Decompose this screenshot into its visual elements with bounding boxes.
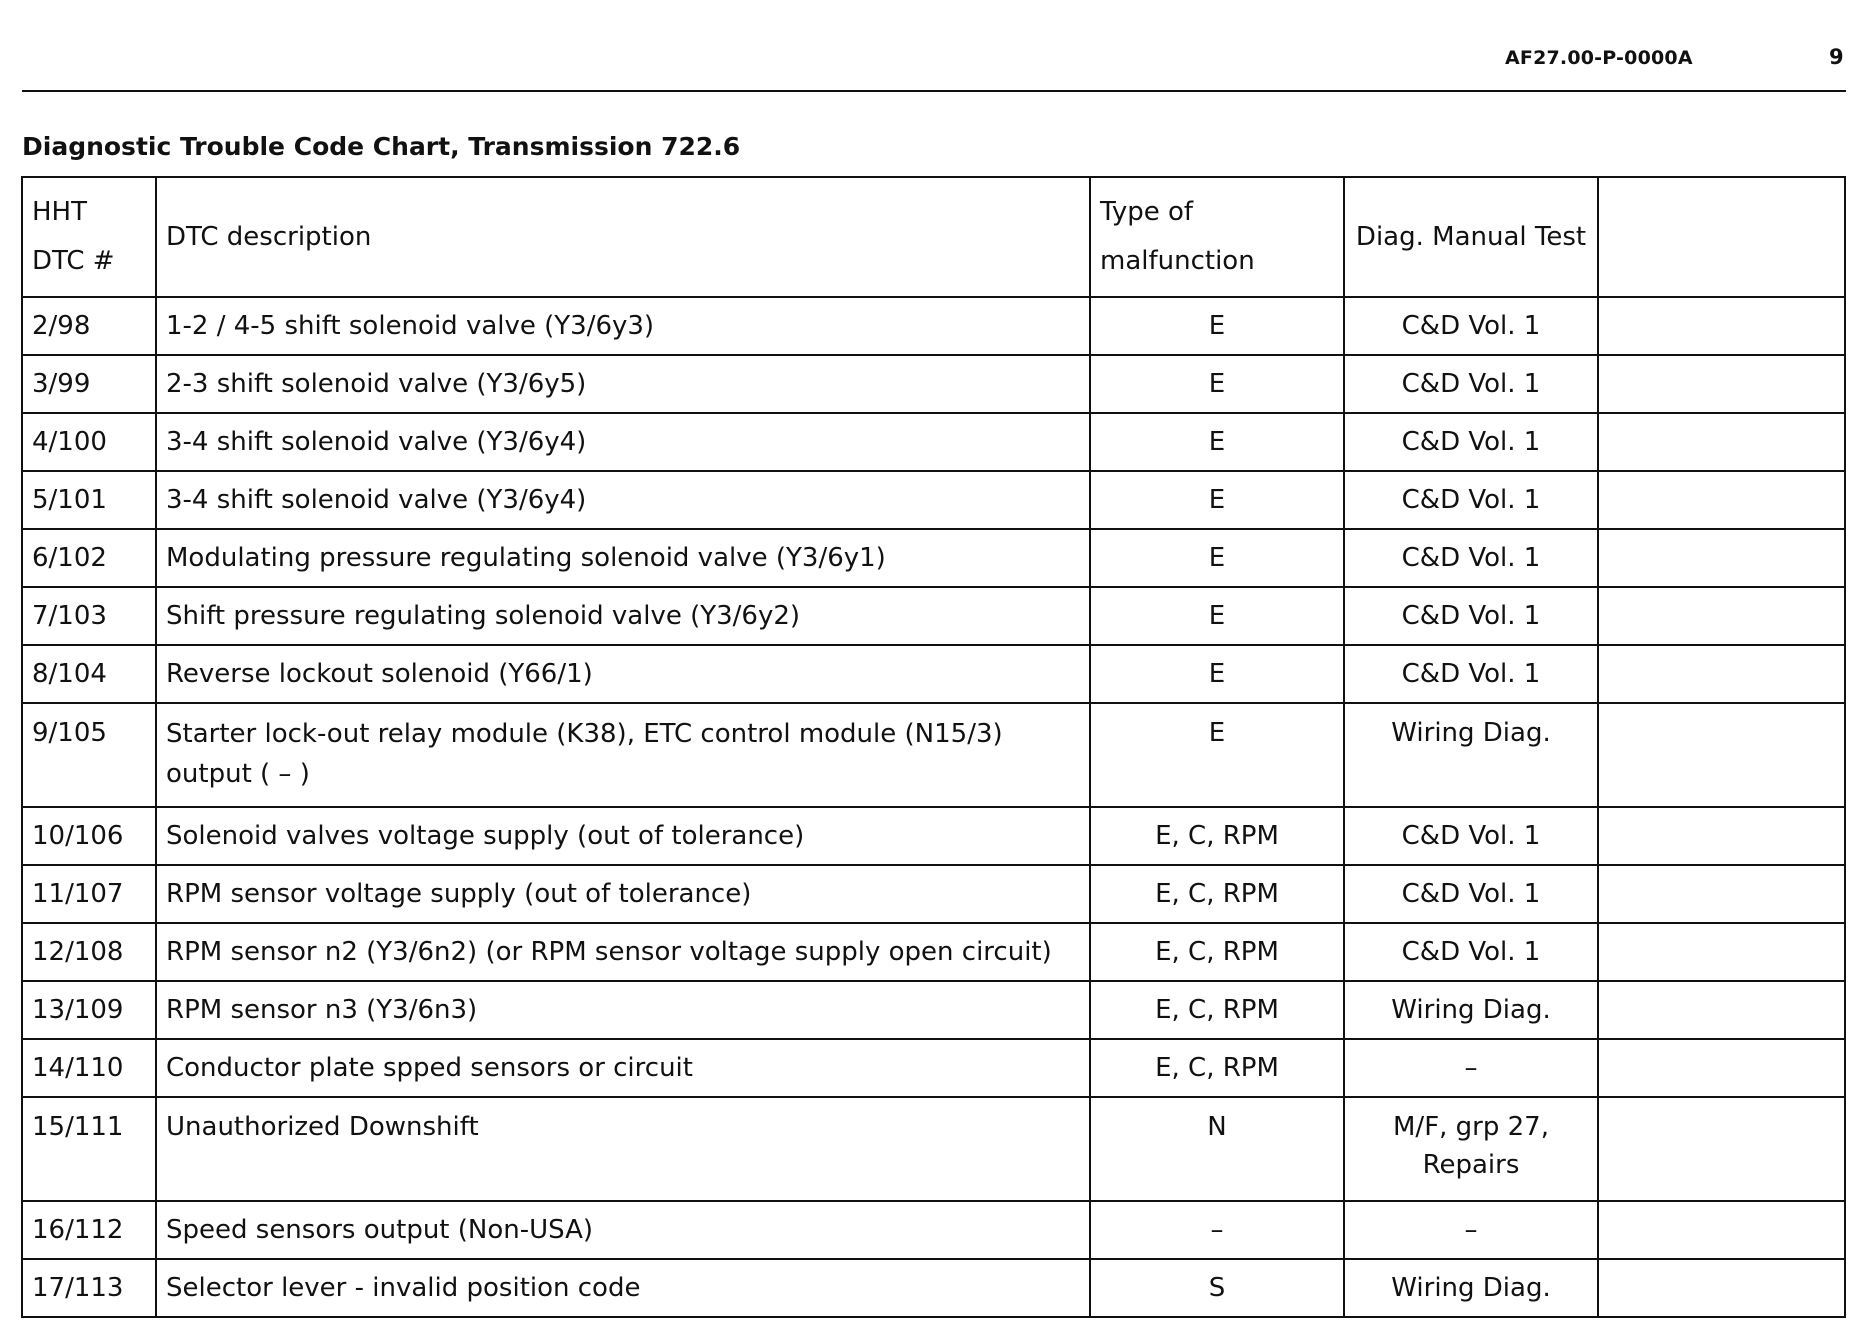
manual-test: C&D Vol. 1 (1344, 645, 1598, 703)
page-header (0, 0, 1858, 100)
extra-cell (1598, 865, 1845, 923)
malfunction-type: N (1090, 1097, 1344, 1201)
table-row (22, 807, 1845, 865)
dtc-code: 8/104 (22, 645, 156, 703)
manual-test: C&D Vol. 1 (1344, 297, 1598, 355)
extra-cell (1598, 645, 1845, 703)
dtc-code: 5/101 (22, 471, 156, 529)
manual-test: – (1344, 1039, 1598, 1097)
malfunction-type: S (1090, 1259, 1344, 1317)
table-row (22, 981, 1845, 1039)
column-header-code-line1: HHT (32, 197, 87, 227)
dtc-description: Conductor plate spped sensors or circuit (156, 1039, 1090, 1097)
column-header-type-line1: Type of (1100, 197, 1194, 227)
manual-test: – (1344, 1201, 1598, 1259)
dtc-description: RPM sensor n2 (Y3/6n2) (or RPM sensor voltage supply open circuit) (156, 923, 1090, 981)
column-header-extra (1598, 177, 1845, 297)
table-row (22, 413, 1845, 471)
extra-cell (1598, 297, 1845, 355)
extra-cell (1598, 923, 1845, 981)
dtc-code: 17/113 (22, 1259, 156, 1317)
column-header-code (22, 177, 156, 297)
dtc-description-line1: Starter lock-out relay module (K38), ETC control module (N15/3) (166, 719, 1003, 749)
manual-test (1344, 1097, 1598, 1201)
table-row (22, 865, 1845, 923)
extra-cell (1598, 981, 1845, 1039)
extra-cell (1598, 471, 1845, 529)
table-row (22, 355, 1845, 413)
dtc-description-line2: output ( – ) (166, 759, 310, 789)
column-header-description: DTC description (156, 177, 1090, 297)
malfunction-type: E, C, RPM (1090, 981, 1344, 1039)
dtc-table (21, 176, 1846, 1318)
table-header-row (22, 177, 1845, 297)
dtc-description: Selector lever - invalid position code (156, 1259, 1090, 1317)
manual-test: C&D Vol. 1 (1344, 529, 1598, 587)
malfunction-type: – (1090, 1201, 1344, 1259)
header-divider (22, 90, 1846, 92)
table-row (22, 1259, 1845, 1317)
column-header-code-line2: DTC # (32, 246, 115, 276)
dtc-code: 14/110 (22, 1039, 156, 1097)
extra-cell (1598, 703, 1845, 807)
dtc-code: 2/98 (22, 297, 156, 355)
dtc-code: 15/111 (22, 1097, 156, 1201)
manual-test-line1: M/F, grp 27, (1393, 1112, 1549, 1142)
manual-test: C&D Vol. 1 (1344, 923, 1598, 981)
extra-cell (1598, 1259, 1845, 1317)
dtc-code: 7/103 (22, 587, 156, 645)
table-row (22, 703, 1845, 807)
manual-test: C&D Vol. 1 (1344, 865, 1598, 923)
malfunction-type: E (1090, 355, 1344, 413)
table-row (22, 1039, 1845, 1097)
manual-test: Wiring Diag. (1344, 1259, 1598, 1317)
dtc-description (156, 703, 1090, 807)
extra-cell (1598, 355, 1845, 413)
dtc-code: 12/108 (22, 923, 156, 981)
table-row (22, 297, 1845, 355)
dtc-code: 9/105 (22, 703, 156, 807)
malfunction-type: E, C, RPM (1090, 865, 1344, 923)
table-row (22, 587, 1845, 645)
dtc-code: 6/102 (22, 529, 156, 587)
malfunction-type: E (1090, 587, 1344, 645)
extra-cell (1598, 587, 1845, 645)
column-header-type (1090, 177, 1344, 297)
dtc-description: 1-2 / 4-5 shift solenoid valve (Y3/6y3) (156, 297, 1090, 355)
extra-cell (1598, 807, 1845, 865)
table-row (22, 645, 1845, 703)
dtc-description: Shift pressure regulating solenoid valve (Y3/6y2) (156, 587, 1090, 645)
dtc-code: 11/107 (22, 865, 156, 923)
malfunction-type: E (1090, 297, 1344, 355)
dtc-code: 3/99 (22, 355, 156, 413)
extra-cell (1598, 413, 1845, 471)
malfunction-type: E (1090, 529, 1344, 587)
dtc-description: Unauthorized Downshift (156, 1097, 1090, 1201)
dtc-description: Speed sensors output (Non-USA) (156, 1201, 1090, 1259)
manual-test: C&D Vol. 1 (1344, 355, 1598, 413)
extra-cell (1598, 1201, 1845, 1259)
extra-cell (1598, 1039, 1845, 1097)
malfunction-type: E, C, RPM (1090, 923, 1344, 981)
table-row (22, 529, 1845, 587)
manual-test: C&D Vol. 1 (1344, 807, 1598, 865)
page-title: Diagnostic Trouble Code Chart, Transmission 722.6 (22, 132, 741, 161)
document-code: AF27.00-P-0000A (1505, 47, 1693, 69)
column-header-test: Diag. Manual Test (1344, 177, 1598, 297)
malfunction-type: E, C, RPM (1090, 807, 1344, 865)
dtc-code: 4/100 (22, 413, 156, 471)
dtc-description: 3-4 shift solenoid valve (Y3/6y4) (156, 413, 1090, 471)
malfunction-type: E (1090, 703, 1344, 807)
malfunction-type: E (1090, 413, 1344, 471)
dtc-description: Modulating pressure regulating solenoid valve (Y3/6y1) (156, 529, 1090, 587)
manual-test: Wiring Diag. (1344, 981, 1598, 1039)
extra-cell (1598, 1097, 1845, 1201)
dtc-description: Solenoid valves voltage supply (out of tolerance) (156, 807, 1090, 865)
malfunction-type: E, C, RPM (1090, 1039, 1344, 1097)
page-number: 9 (1829, 45, 1844, 69)
manual-test: Wiring Diag. (1344, 703, 1598, 807)
extra-cell (1598, 529, 1845, 587)
manual-test: C&D Vol. 1 (1344, 587, 1598, 645)
table-row (22, 1201, 1845, 1259)
dtc-description: RPM sensor voltage supply (out of tolerance) (156, 865, 1090, 923)
dtc-description: 3-4 shift solenoid valve (Y3/6y4) (156, 471, 1090, 529)
table-row (22, 471, 1845, 529)
dtc-code: 16/112 (22, 1201, 156, 1259)
malfunction-type: E (1090, 471, 1344, 529)
dtc-code: 13/109 (22, 981, 156, 1039)
dtc-description: Reverse lockout solenoid (Y66/1) (156, 645, 1090, 703)
dtc-description: RPM sensor n3 (Y3/6n3) (156, 981, 1090, 1039)
dtc-description: 2-3 shift solenoid valve (Y3/6y5) (156, 355, 1090, 413)
dtc-code: 10/106 (22, 807, 156, 865)
table-row (22, 923, 1845, 981)
table-row (22, 1097, 1845, 1201)
malfunction-type: E (1090, 645, 1344, 703)
manual-test: C&D Vol. 1 (1344, 471, 1598, 529)
column-header-type-line2: malfunction (1100, 246, 1255, 276)
manual-test: C&D Vol. 1 (1344, 413, 1598, 471)
manual-test-line2: Repairs (1422, 1150, 1520, 1180)
